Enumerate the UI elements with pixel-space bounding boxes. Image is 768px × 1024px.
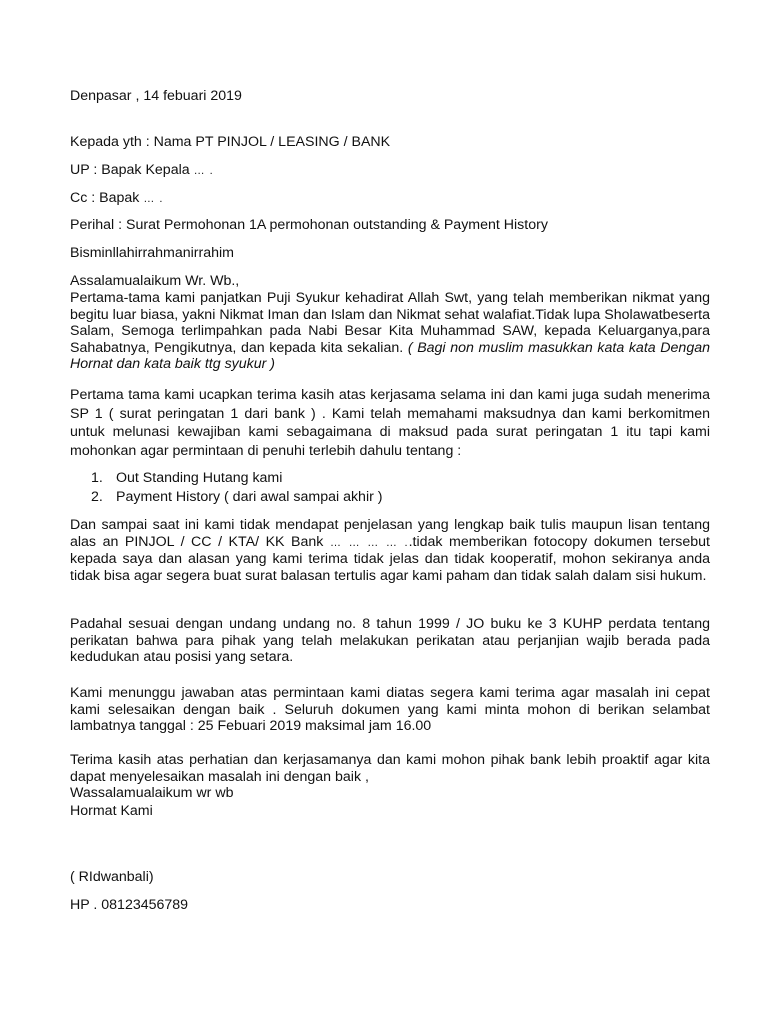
list-item [70,469,383,488]
paragraph-explanation-dots: … … … … . [329,536,409,549]
list-item [70,488,383,507]
up-dots: … . [193,165,214,177]
list-item-number: 2. [91,489,103,505]
cc-line [70,190,163,206]
closing-regards: Hormat Kami [70,803,153,819]
up-label: UP : Bapak Kepala [70,162,190,178]
list-item-number: 1. [91,470,103,486]
paragraph-opening [70,290,710,373]
up-line [70,162,214,178]
request-list [70,469,383,507]
greeting: Assalamualaikum Wr. Wb., [70,273,240,289]
paragraph-explanation-b: .tidak memberikan fotocopy dokumen tersebut kepada saya dan alasan yang kami terima tidak jelas dan tidak kooperatif, mohon sekiranya anda tidak bisa agar segera buat surat balasan tertulis agar kami paham dan tidak salah dalam sisi hukum. [70,533,710,584]
signature-name: ( RIdwanbali) [70,869,154,885]
cc-dots: … . [143,193,164,205]
basmalah: Bisminllahirrahmanirrahim [70,245,234,261]
cc-label: Cc : Bapak [70,190,140,206]
recipient-line: Kepada yth : Nama PT PINJOL / LEASING / BANK [70,134,391,150]
paragraph-law: Padahal sesuai dengan undang undang no. 8 tahun 1999 / JO buku ke 3 KUHP perdata tentang perikatan bahwa para pihak yang telah melakukan perikatan atau perjanjian wajib berada pada kedudukan atau posisi yang setara. [70,616,710,665]
place-date: Denpasar , 14 febuari 2019 [70,88,242,104]
subject-line: Perihal : Surat Permohonan 1A permohonan outstanding & Payment History [70,217,548,233]
paragraph-explanation-a: Dan sampai saat ini kami tidak mendapat penjelasan yang lengkap baik tulis maupun lisan tentang alas an PINJOL / CC / KTA/ KK Bank [70,517,710,550]
paragraph-explanation [70,517,710,584]
paragraph-thanks: Pertama tama kami ucapkan terima kasih atas kerjasama selama ini dan kami juga sudah menerima SP 1 ( surat peringatan 1 dari bank ) . Kami telah memahami maksudnya dan kami berkomitmen untuk melunasi kewajiban kami sebagaimana di maksud pada surat peringatan 1 itu tapi kami mohonkan agar permintaan di penuhi terlebih dahulu tentang : [70,387,710,459]
list-item-text: Out Standing Hutang kami [116,470,283,486]
paragraph-closing-thanks: Terima kasih atas perhatian dan kerjasamanya dan kami mohon pihak bank lebih proaktif agar kita dapat menyelesaikan masalah ini dengan baik , [70,752,710,785]
phone-number: HP . 08123456789 [70,897,189,913]
paragraph-opening-note: ( Bagi non muslim masukkan kata kata Dengan Hornat dan kata baik ttg syukur ) [70,339,710,372]
list-item-text: Payment History ( dari awal sampai akhir ) [116,489,383,505]
closing-salam: Wassalamualaikum wr wb [70,785,234,801]
paragraph-opening-text: Pertama-tama kami panjatkan Puji Syukur kehadirat Allah Swt, yang telah memberikan nikmat yang begitu luar biasa, yakni Nikmat Iman dan Islam dan Nikmat sehat walafiat.Tidak lupa Sholawatbeserta Salam, Semoga terlimpahkan pada Nabi Besar Kita Muhammad SAW, kepada Keluarganya,para Sahabatnya, Pengikutnya, dan kepada kita sekalian. [70,290,710,356]
paragraph-deadline: Kami menunggu jawaban atas permintaan kami diatas segera kami terima agar masalah ini cepat kami selesaikan dengan baik . Seluruh dokumen yang kami minta mohon di berikan selambat lambatnya tanggal : 25 Febuari 2019 maksimal jam 16.00 [70,685,710,734]
